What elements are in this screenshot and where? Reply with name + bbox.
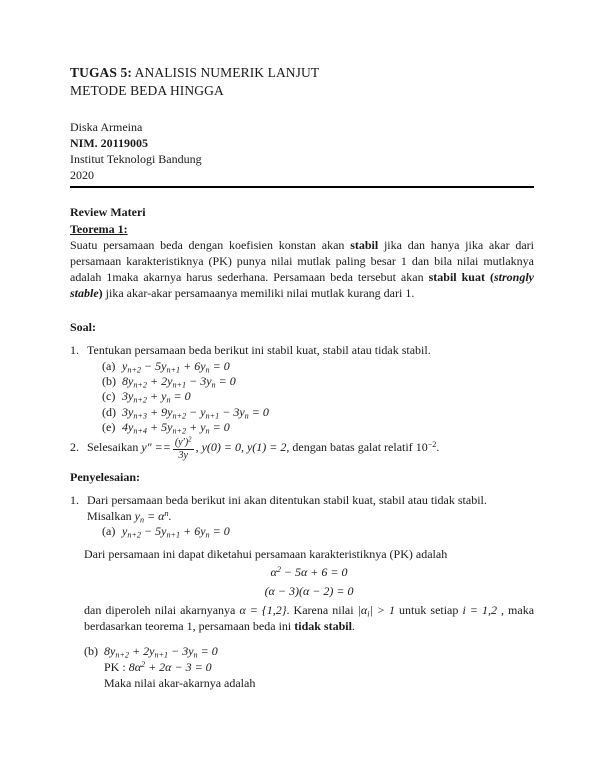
conclusion-text-1: dan diperoleh nilai akarnyanya xyxy=(84,603,240,618)
review-heading: Review Materi xyxy=(70,205,146,219)
theorem-bold-stabil: stabil xyxy=(350,238,379,252)
theorem-text-1: Suatu persamaan beda dengan koefisien konstan akan xyxy=(70,238,351,252)
list-item-b xyxy=(102,374,534,389)
theorem-bold-stabil-kuat: stabil kuat ( xyxy=(428,270,494,284)
question-2-text-3: , dengan batas galat relatif xyxy=(286,440,416,455)
author-institution: Institut Teknologi Bandung xyxy=(70,152,202,166)
part-b-pk-math: $8\alpha^2 + 2\alpha - 3 = 0$ xyxy=(128,659,212,675)
penyelesaian-section xyxy=(70,469,534,691)
list-item-c xyxy=(102,389,534,404)
part-a-equation: $y_{n+2} - 5y_{n+1} + 6y_n = 0$ xyxy=(122,524,230,540)
theorem-heading: Teorema 1: xyxy=(70,221,128,236)
soal-section xyxy=(70,319,534,461)
part-a-work xyxy=(84,546,534,634)
solution-1-number: 1. xyxy=(70,493,79,508)
part-b-equation: $8y_{n+2} + 2y_{n+1} - 3y_n = 0$ xyxy=(104,644,218,660)
theorem-text-2: jika dan hanya jika akar dari persamaan karakteristiknya (PK) punya nilai mutlak paling besar 1 dan bila nilai mutlaknya adalah 1maka akarnya harus sederhana. Persamaan beda tersebut akan xyxy=(70,238,534,284)
author-nim: NIM. 20119005 xyxy=(70,136,148,150)
conclusion-bold-tidak-stabil: tidak stabil xyxy=(294,618,352,633)
soal-heading: Soal: xyxy=(70,320,97,334)
fraction-numerator: $(y')^2$ xyxy=(174,436,192,449)
penyelesaian-heading: Penyelesaian: xyxy=(70,470,140,485)
doc-title-rest: ANALISIS NUMERIK LANJUT xyxy=(131,65,320,80)
list-item-a xyxy=(102,359,534,374)
part-a-label: (a) xyxy=(102,524,116,539)
theorem-bold-paren: ) xyxy=(98,286,103,300)
part-b-pk-label: PK : xyxy=(104,660,129,675)
solution-1-body xyxy=(84,492,535,691)
conclusion-math-1: α = {1,2} xyxy=(239,603,287,618)
question-2-number: 2. xyxy=(70,440,79,455)
question-2-text-1: Selesaikan xyxy=(87,440,142,455)
doc-subtitle: METODE BEDA HINGGA xyxy=(70,83,224,98)
conclusion-math-3: i = 1,2 xyxy=(462,603,497,618)
list-item-d xyxy=(102,405,534,420)
item-b-equation: $8y_{n+2} + 2y_{n+1} - 3y_n = 0$ xyxy=(122,374,236,390)
item-e-equation: $4y_{n+4} + 5y_{n+2} + y_n = 0$ xyxy=(122,419,230,436)
question-1-number: 1. xyxy=(70,343,79,357)
solution-1-intro: Dari persamaan beda berikut ini akan ditentukan stabil kuat, stabil atau tidak stabil. xyxy=(87,493,487,508)
misalkan-math: $y_n = \alpha^n$. xyxy=(134,508,172,525)
conclusion-math-2: $|\alpha_i| > 1$ xyxy=(357,603,395,619)
part-b-note: Maka nilai akar-akarnya adalah xyxy=(104,676,256,691)
pk-intro: Dari persamaan ini dapat diketahui persamaan karakteristiknya (PK) adalah xyxy=(84,547,448,562)
theorem-text-3: jika akar-akar persamaanya memiliki nilai mutlak kurang dari 1. xyxy=(102,286,415,300)
divider-line xyxy=(70,186,534,188)
part-b-label: (b) xyxy=(84,644,98,659)
misalkan-line xyxy=(87,508,534,524)
question-1 xyxy=(70,342,534,435)
conclusion-text-5: . xyxy=(351,618,355,633)
item-e-label: (e) xyxy=(102,419,116,434)
list-item-e xyxy=(102,420,534,435)
question-2-body xyxy=(87,435,534,461)
theorem-paragraph xyxy=(70,237,534,301)
solution-part-a xyxy=(102,524,534,539)
fraction-denominator: 3y xyxy=(178,450,188,462)
conclusion-text-3: untuk setiap xyxy=(394,603,463,618)
part-b-body xyxy=(104,643,534,691)
question-1-body xyxy=(87,342,534,435)
question-2-text-2: , xyxy=(195,440,202,455)
question-2-math-3: $10^{-2}$ xyxy=(415,439,437,455)
doc-title-bold: TUGAS 5: xyxy=(70,65,132,80)
doc-title xyxy=(70,64,534,82)
question-2-math-2: y(0) = 0, y(1) = 2 xyxy=(201,440,287,455)
question-2 xyxy=(70,435,534,461)
fraction xyxy=(173,438,194,461)
question-2-text-4: . xyxy=(436,440,440,455)
author-year: 2020 xyxy=(70,168,94,182)
question-2-math-1: y″ == xyxy=(141,440,171,455)
solution-1 xyxy=(70,492,534,691)
item-d-label: (d) xyxy=(102,404,116,419)
author-name: Diska Armeina xyxy=(70,120,143,134)
item-b-label: (b) xyxy=(102,374,116,389)
solution-part-b xyxy=(84,643,534,691)
centered-equation-1: $\alpha^2 - 5\alpha + 6 = 0$ xyxy=(270,564,348,580)
centered-equation-2: (α − 3)(α − 2) = 0 xyxy=(264,584,354,599)
part-b-pk-line xyxy=(104,659,534,675)
question-1-items xyxy=(87,359,534,435)
conclusion-text-2: . Karena nilai xyxy=(286,603,358,618)
theorem-bolditalic-strongly-stable: strongly stable xyxy=(70,270,534,300)
question-1-text: Tentukan persamaan beda berikut ini stabil kuat, stabil atau tidak stabil. xyxy=(87,343,431,357)
item-d-equation: $3y_{n+3} + 9y_{n+2} - y_{n+1} - 3y_n = 0$ xyxy=(122,404,269,420)
review-section xyxy=(70,204,534,301)
item-a-label: (a) xyxy=(102,359,116,373)
part-a-conclusion xyxy=(84,603,534,634)
item-a-equation: $y_{n+2} - 5y_{n+1} + 6y_n = 0$ xyxy=(122,359,230,375)
conclusion-text-4: , maka berdasarkan teorema 1, persamaan beda ini xyxy=(84,603,535,633)
author-block xyxy=(70,119,534,183)
item-c-label: (c) xyxy=(102,389,116,404)
item-c-equation: $3y_{n+2} + y_n = 0$ xyxy=(122,389,191,405)
misalkan-text: Misalkan xyxy=(87,509,135,524)
